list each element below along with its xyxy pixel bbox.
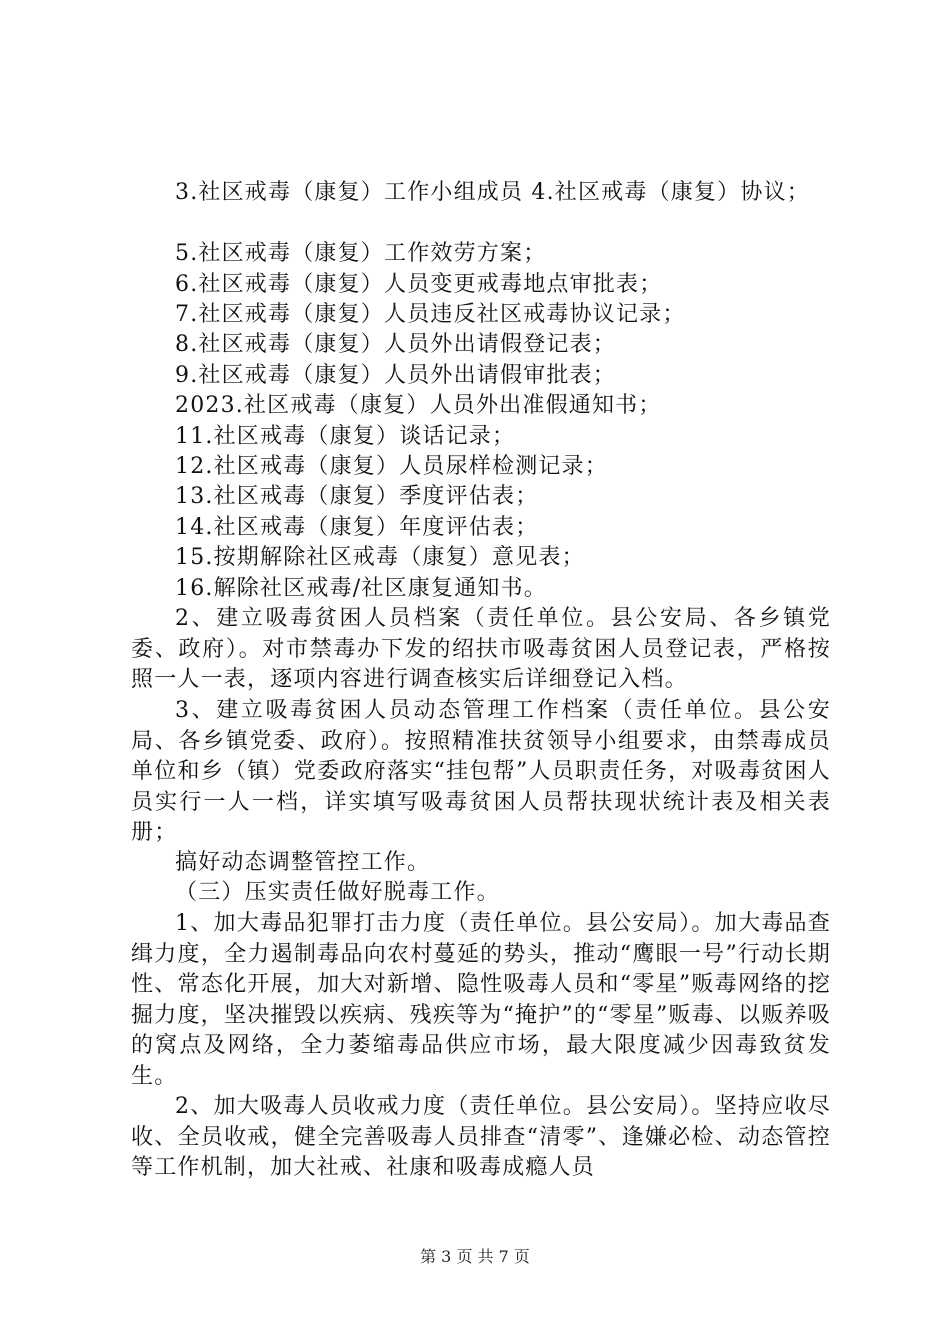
paragraph-detention: 2、加大吸毒人员收戒力度（责任单位。县公安局）。坚持应收尽收、全员收戒，健全完善吸毒人员排查“清零”、逢嫌必检、动态管控等工作机制，加大社戒、社康和吸毒成瘾人员 xyxy=(131,1094,831,1180)
paragraph-poor-drug-user-records: 2、建立吸毒贫困人员档案（责任单位。县公安局、各乡镇党委、政府）。对市禁毒办下发的绍扶市吸毒贫困人员登记表，严格按照一人一表，逐项内容进行调查核实后详细登记入档。 xyxy=(131,606,831,692)
list-item: 9.社区戒毒（康复）人员外出请假审批表； xyxy=(175,363,616,388)
list-item: 14.社区戒毒（康复）年度评估表； xyxy=(175,515,539,540)
paragraph-crackdown: 1、加大毒品犯罪打击力度（责任单位。县公安局）。加大毒品查缉力度，全力遏制毒品向农村蔓延的势头，推动“鹰眼一号”行动长期性、常态化开展，加大对新增、隐性吸毒人员和“零星”贩毒网络的挖掘力度，坚决摧毁以疾病、残疾等为“掩护”的“零星”贩毒、以贩养吸的窝点及网络，全力萎缩毒品供应市场，最大限度减少因毒致贫发生。 xyxy=(131,911,831,1089)
paragraph-dynamic-management-records: 3、建立吸毒贫困人员动态管理工作档案（责任单位。县公安局、各乡镇党委、政府）。按照精准扶贫领导小组要求，由禁毒成员单位和乡（镇）党委政府落实“挂包帮”人员职责任务，对吸毒贫困人员实行一人一档，详实填写吸毒贫困人员帮扶现状统计表及相关表册； xyxy=(131,698,831,845)
list-item: 15.按期解除社区戒毒（康复）意见表； xyxy=(175,545,585,570)
paragraph-dynamic-adjustment: 搞好动态调整管控工作。 xyxy=(175,850,431,875)
list-item: 13.社区戒毒（康复）季度评估表； xyxy=(175,484,539,509)
list-item: 5.社区戒毒（康复）工作效劳方案； xyxy=(175,241,547,266)
list-item: 8.社区戒毒（康复）人员外出请假登记表； xyxy=(175,332,616,357)
list-item: 6.社区戒毒（康复）人员变更戒毒地点审批表； xyxy=(175,272,663,297)
list-item: 7.社区戒毒（康复）人员违反社区戒毒协议记录； xyxy=(175,302,686,327)
page-footer: 第 3 页 共 7 页 xyxy=(420,1247,530,1266)
list-item: 3.社区戒毒（康复）工作小组成员 4.社区戒毒（康复）协议； xyxy=(175,180,810,205)
section-heading-3: （三）压实责任做好脱毒工作。 xyxy=(175,880,500,905)
list-item: 12.社区戒毒（康复）人员尿样检测记录； xyxy=(175,454,608,479)
list-item: 11.社区戒毒（康复）谈话记录； xyxy=(175,424,516,449)
list-item: 2023.社区戒毒（康复）人员外出准假通知书； xyxy=(175,393,662,418)
list-item: 16.解除社区戒毒/社区康复通知书。 xyxy=(175,576,548,601)
